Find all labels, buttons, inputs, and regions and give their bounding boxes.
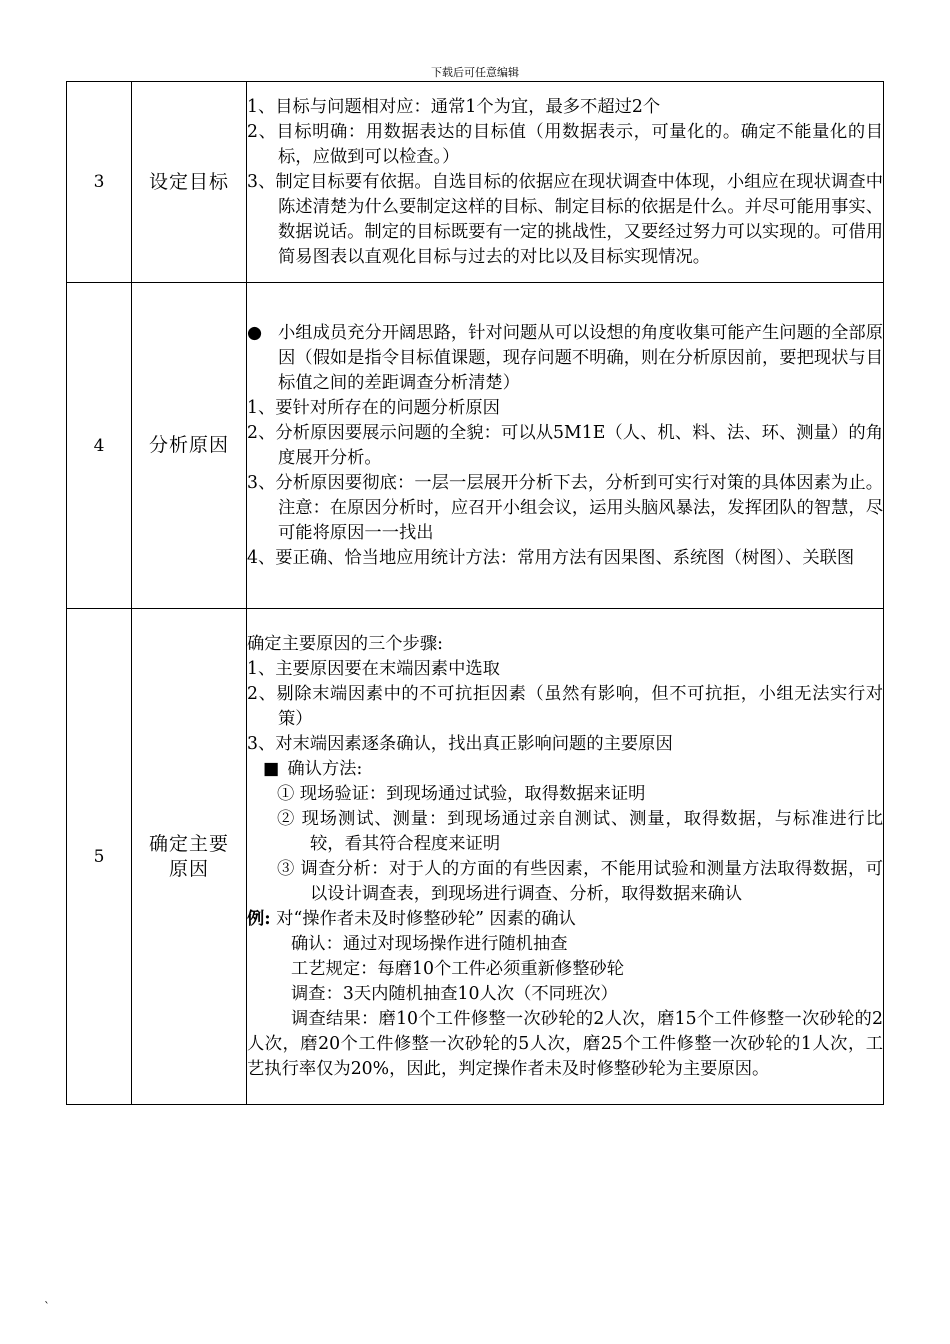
- qc-steps-table: [66, 81, 884, 1105]
- bullet-item: [247, 321, 883, 396]
- content-line: 3、分析原因要彻底：一层一层展开分析下去，分析到可实行对策的具体因素为止。注意：在原因分析时，应召开小组会议，运用头脑风暴法，发挥团队的智慧，尽可能将原因一一找出: [247, 472, 883, 543]
- content-intro: 确定主要原因的三个步骤:: [247, 633, 443, 654]
- method-heading: [247, 757, 883, 782]
- content-line: 3、制定目标要有依据。自选目标的依据应在现状调查中体现，小组应在现状调查中陈述清楚为什么要制定这样的目标、制定目标的依据是什么。并尽可能用事实、数据说话。制定的目标既要有一定的挑战性，又要经过努力可以实现的。可借用简易图表以直观化目标与过去的对比以及目标实现情况。: [247, 171, 883, 267]
- example-title: 对“操作者未及时修整砂轮” 因素的确认: [276, 908, 576, 929]
- example-result: 调查结果：磨10个工件修整一次砂轮的2人次，磨15个工件修整一次砂轮的2人次，磨20个工件修整一次砂轮的5人次，磨25个工件修整一次砂轮的1人次，工艺执行率仅为20%，因此，判定操作者未及时修整砂轮为主要原因。: [247, 1008, 883, 1079]
- step-content: [247, 609, 884, 1105]
- step-number: 5: [67, 609, 132, 1105]
- step-title: 设定目标: [132, 82, 247, 283]
- content-line: 2、剔除末端因素中的不可抗拒因素（虽然有影响，但不可抗拒，小组无法实行对策）: [247, 683, 883, 729]
- content-line: 4、要正确、恰当地应用统计方法：常用方法有因果图、系统图（树图）、关联图: [247, 547, 855, 568]
- content-line: 1、主要原因要在末端因素中选取: [247, 658, 500, 679]
- step-title-line: 原因: [168, 857, 209, 880]
- table-row: [67, 609, 884, 1105]
- example-line: 调查：3天内随机抽查10人次（不同班次）: [291, 983, 618, 1004]
- step-content: [247, 283, 884, 609]
- example-line: 确认：通过对现场操作进行随机抽查: [291, 933, 568, 954]
- example-heading: [247, 907, 883, 932]
- method-title: 确认方法:: [287, 758, 363, 779]
- content-line: 2、分析原因要展示问题的全貌：可以从5M1E（人、机、料、法、环、测量）的角度展开分析。: [247, 422, 883, 468]
- example-label: 例:: [247, 908, 271, 929]
- method-item: ② 现场测试、测量：到现场通过亲自测试、测量，取得数据，与标准进行比较，看其符合程度来证明: [277, 808, 883, 854]
- step-number: 3: [67, 82, 132, 283]
- example-line: 工艺规定：每磨10个工件必须重新修整砂轮: [291, 958, 625, 979]
- table-row: [67, 283, 884, 609]
- step-content: [247, 82, 884, 283]
- table-row: [67, 82, 884, 283]
- header-note: 下载后可任意编辑: [431, 66, 519, 79]
- content-line: 3、对末端因素逐条确认，找出真正影响问题的主要原因: [247, 733, 673, 754]
- content-line: 1、目标与问题相对应：通常1个为宜，最多不超过2个: [247, 96, 661, 117]
- step-title: [132, 609, 247, 1105]
- bullet-text: 小组成员充分开阔思路，针对问题从可以设想的角度收集可能产生问题的全部原因（假如是指令目标值课题，现存问题不明确，则在分析原因前，要把现状与目标值之间的差距调查分析清楚）: [278, 322, 883, 393]
- step-title-line: 确定主要: [148, 832, 229, 855]
- step-title: 分析原因: [132, 283, 247, 609]
- corner-mark: `: [44, 1300, 50, 1314]
- method-item: ③ 调查分析：对于人的方面的有些因素，不能用试验和测量方法取得数据，可以设计调查表，到现场进行调查、分析，取得数据来确认: [277, 858, 883, 904]
- step-number: 4: [67, 283, 132, 609]
- content-line: 2、目标明确：用数据表达的目标值（用数据表示，可量化的。确定不能量化的目标，应做到可以检查。）: [247, 121, 883, 167]
- square-bullet-icon: ■: [263, 758, 280, 779]
- bullet-dot-icon: ●: [247, 322, 263, 343]
- method-item: ① 现场验证：到现场通过试验，取得数据来证明: [277, 783, 646, 804]
- content-line: 1、要针对所存在的问题分析原因: [247, 397, 500, 418]
